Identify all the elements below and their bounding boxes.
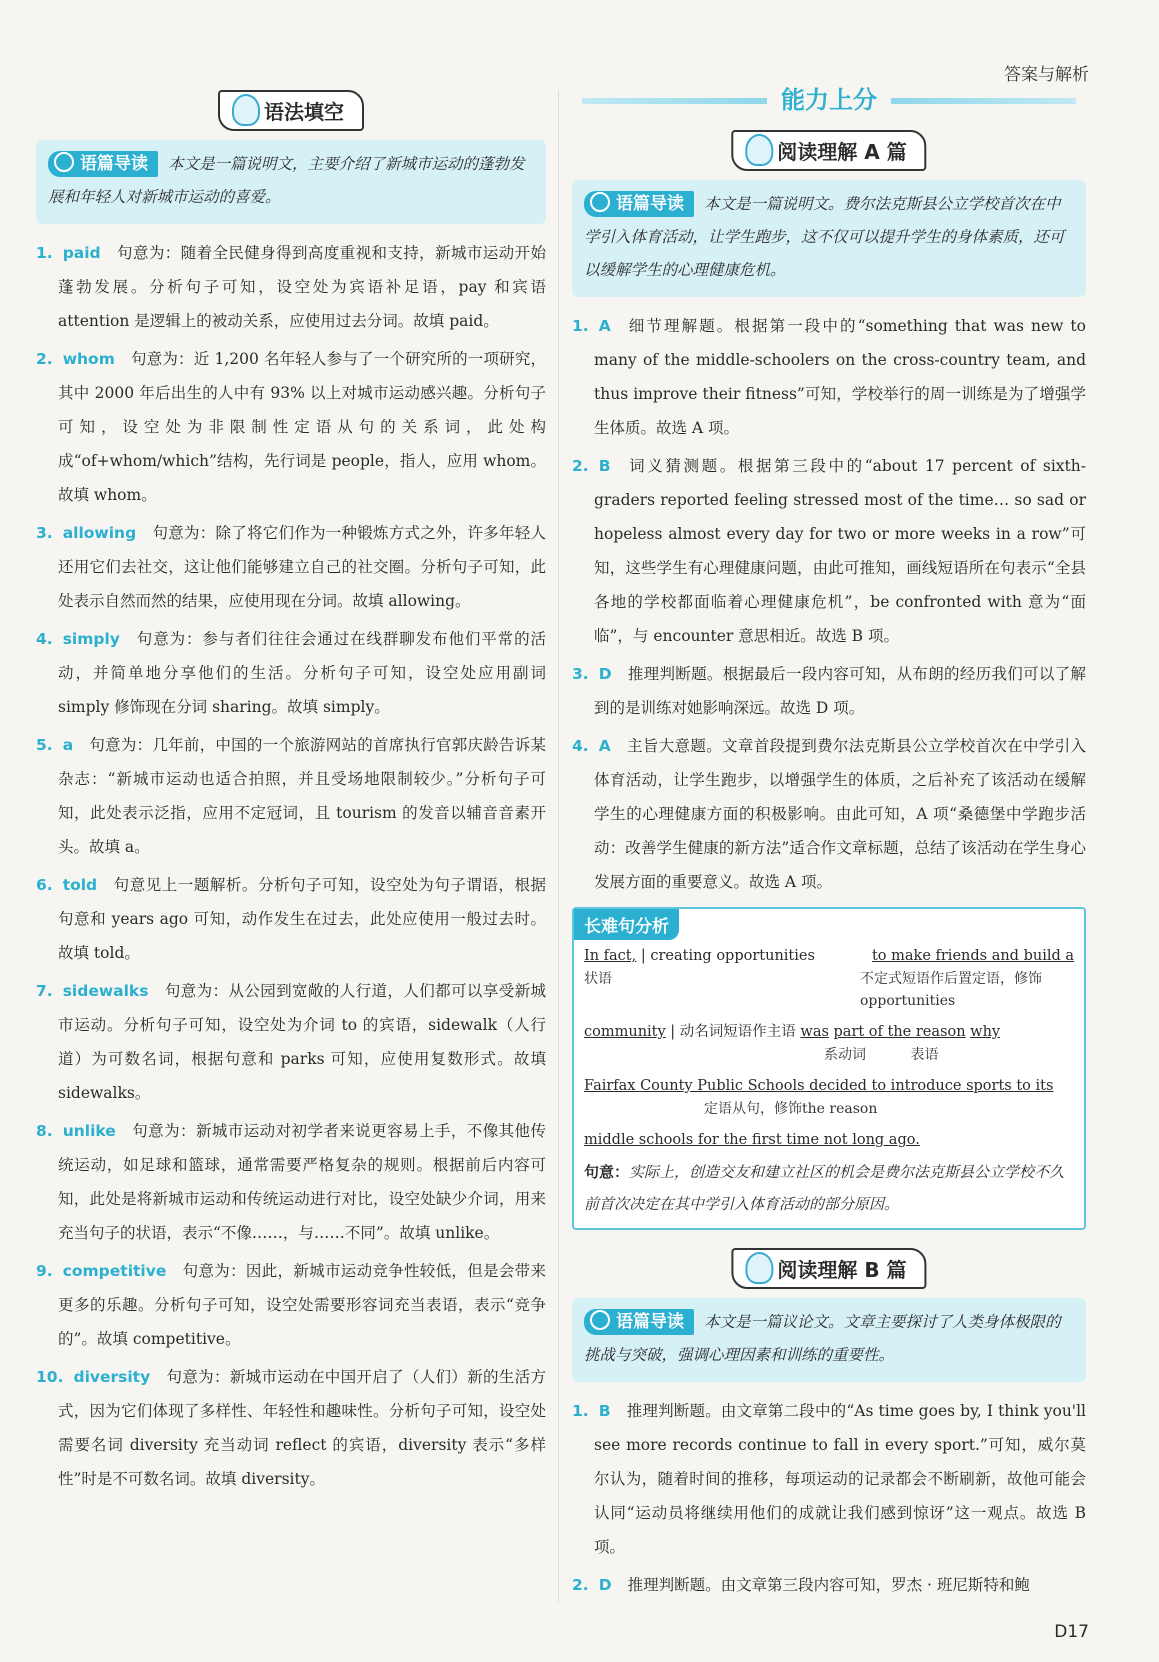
answer-key: A [598, 317, 611, 335]
answer-number: 1. [36, 244, 53, 262]
left-guide [36, 140, 546, 224]
answer-item [36, 728, 546, 864]
answer-explanation: 主旨大意题。文章首段提到费尔法克斯县公立学校首次在中学引入体育活动，让学生跑步，以增强学生的体质，之后补充了该活动在缓解学生的心理健康方面的积极影响。由此可知，A 项“桑德堡中学跑步活动：改善学生健康的新方法”适合作文章标题，总结了该活动在学生身心发展方面的重要意义。故选 A 项。 [594, 737, 1087, 891]
answer-key: B [598, 1402, 611, 1420]
answer-number: 2. [572, 457, 589, 475]
answer-key: whom [62, 350, 115, 368]
answer-key: competitive [62, 1262, 167, 1280]
answer-item [572, 309, 1086, 445]
analysis-line-3: Fairfax County Public Schools decided to introduce sports to its [584, 1078, 1054, 1094]
reading-a-guide [572, 180, 1086, 297]
analysis-head: 长难句分析 [574, 909, 679, 940]
answer-item [572, 449, 1086, 653]
answer-number: 9. [36, 1262, 53, 1280]
analysis-line-2: community | 动名词短语作主语 was part of the reason why [584, 1024, 1001, 1040]
answer-number: 10. [36, 1368, 64, 1386]
answer-number: 4. [36, 630, 53, 648]
answer-item [36, 516, 546, 618]
answer-explanation: 句意见上一题解析。分析句子可知，设空处为句子谓语，根据句意和 years ago 可知，动作发生在过去，此处应使用一般过去时。故填 told。 [58, 876, 546, 962]
answer-number: 4. [572, 737, 589, 755]
lightbulb-icon [745, 134, 773, 166]
answer-explanation: 句意为：随着全民健身得到高度重视和支持，新城市运动开始蓬勃发展。分析句子可知，设空处为宾语补足语，pay 和宾语 attention 是逻辑上的被动关系，应使用过去分词。故填 paid。 [58, 244, 546, 330]
reading-a-banner [572, 126, 1086, 172]
answer-key: unlike [62, 1122, 116, 1140]
header-title: 答案与解析 [1004, 65, 1089, 85]
reading-b-answer-list [572, 1394, 1086, 1602]
reading-b-guide [572, 1298, 1086, 1382]
ability-section-title: 能力上分 [767, 80, 891, 115]
answer-item [572, 1394, 1086, 1564]
answer-explanation: 细节理解题。根据第一段中的“something that was new to many of the middle-schoolers on the cross-country team, and thus improve their fitness”可知，学校举行的周一训练是为了增强学生体质。故选 A 项。 [594, 317, 1086, 437]
answer-item [572, 1568, 1086, 1602]
answer-key: a [62, 736, 74, 754]
answer-explanation: 推理判断题。根据最后一段内容可知，从布朗的经历我们可以了解到的是训练对她影响深远。故选 D 项。 [594, 665, 1086, 717]
grammar-section-title: 语法填空 [218, 90, 364, 131]
answer-key: D [598, 1576, 612, 1594]
reading-b-banner [572, 1244, 1086, 1290]
answer-item [36, 1254, 546, 1356]
answer-explanation: 句意为：几年前，中国的一个旅游网站的首席执行官郭庆龄告诉某杂志：“新城市运动也适合拍照，并且受场地限制较少。”分析句子可知，此处表示泛指，应用不定冠词，且 tourism 的发音以辅音音素开头。故填 a。 [58, 736, 546, 856]
reading-a-title: 阅读理解 A 篇 [731, 130, 926, 171]
answer-number: 2. [36, 350, 53, 368]
answer-number: 1. [572, 317, 589, 335]
column-divider [558, 90, 559, 1602]
guide-tag: 语篇导读 [48, 151, 158, 177]
guide-text: 本文是一篇议论文。文章主要探讨了人类身体极限的挑战与突破，强调心理因素和训练的重要性。 [584, 1313, 1061, 1364]
answer-item [572, 729, 1086, 899]
guide-tag: 语篇导读 [584, 191, 694, 217]
analysis-line-1: In fact, | creating opportunities to make friends and build a [584, 948, 1074, 964]
answer-number: 6. [36, 876, 53, 894]
answer-item [36, 868, 546, 970]
answer-item [36, 236, 546, 338]
guide-text: 本文是一篇说明文，主要介绍了新城市运动的蓬勃发展和年轻人对新城市运动的喜爱。 [48, 155, 525, 206]
answer-item [36, 622, 546, 724]
answer-number: 8. [36, 1122, 53, 1140]
answer-key: D [598, 665, 612, 683]
reading-b-title: 阅读理解 B 篇 [731, 1248, 926, 1289]
analysis-translation: 句意：实际上，创造交友和建立社区的机会是费尔法克斯县公立学校不久前首次决定在其中学引入体育活动的部分原因。 [584, 1163, 1065, 1213]
answer-key: diversity [73, 1368, 151, 1386]
answer-number: 1. [572, 1402, 589, 1420]
answer-key: told [62, 876, 98, 894]
answer-number: 2. [572, 1576, 589, 1594]
answer-number: 3. [36, 524, 53, 542]
analysis-line-4: middle schools for the first time not long ago. [584, 1132, 920, 1148]
grammar-answer-list [36, 236, 546, 1496]
answer-item [36, 1114, 546, 1250]
guide-text: 本文是一篇说明文。费尔法克斯县公立学校首次在中学引入体育活动，让学生跑步，这不仅可以提升学生的身体素质，还可以缓解学生的心理健康危机。 [584, 195, 1065, 279]
reading-a-answer-list [572, 309, 1086, 899]
analysis-note-2: 系动词 表语 [824, 1047, 939, 1063]
answer-key: simply [62, 630, 120, 648]
right-column [572, 80, 1086, 1606]
answer-key: paid [62, 244, 101, 262]
answer-explanation: 句意为：参与者们往往会通过在线群聊发布他们平常的活动，并简单地分享他们的生活。分析句子可知，设空处应用副词 simply 修饰现在分词 sharing。故填 simply。 [58, 630, 546, 716]
answer-explanation: 句意为：新城市运动对初学者来说更容易上手，不像其他传统运动，如足球和篮球，通常需要严格复杂的规则。根据前后内容可知，此处是将新城市运动和传统运动进行对比，设空处缺少介词，用来充当句子的状语，表示“不像……，与……不同”。故填 unlike。 [58, 1122, 546, 1242]
grammar-section-banner [36, 86, 546, 132]
answer-item [36, 1360, 546, 1496]
answer-item [36, 974, 546, 1110]
answer-explanation: 句意为：新城市运动在中国开启了（人们）新的生活方式，因为它们体现了多样性、年轻性和趣味性。分析句子可知，设空处需要名词 diversity 充当动词 reflect 的宾语，diversity 表示“多样性”时是不可数名词。故填 diversity。 [58, 1368, 546, 1488]
answer-explanation: 推理判断题。由文章第二段中的“As time goes by, I think you'll see more records continue to fall in every sport.”可知，威尔莫尔认为，随着时间的推移，每项运动的记录都会不断刷新，故他可能会认同“运动员将继续用他们的成就让我们感到惊讶”这一观点。故选 B 项。 [594, 1402, 1086, 1556]
answer-explanation: 句意为：近 1,200 名年轻人参与了一个研究所的一项研究，其中 2000 年后出生的人中有 93% 以上对城市运动感兴趣。分析句子可知，设空处为非限制性定语从句的关系词，此处构成“of+whom/which”结构，先行词是 people，指人，应用 whom。故填 whom。 [58, 350, 546, 504]
lightbulb-icon [745, 1252, 773, 1284]
answer-key: A [598, 737, 611, 755]
answer-number: 5. [36, 736, 53, 754]
answer-explanation: 句意为：除了将它们作为一种锻炼方式之外，许多年轻人还用它们去社交，这让他们能够建立自己的社交圈。分析句子可知，此处表示自然而然的结果，应使用现在分词。故填 allowing。 [58, 524, 546, 610]
answer-number: 7. [36, 982, 53, 1000]
analysis-note-1: 状语 不定式短语作后置定语，修饰 opportunities [584, 971, 1042, 1009]
analysis-note-3: 定语从句，修饰the reason [704, 1101, 878, 1117]
answer-item [36, 342, 546, 512]
answer-explanation: 句意为：从公园到宽敞的人行道，人们都可以享受新城市运动。分析句子可知，设空处为介词 to 的宾语，sidewalk（人行道）为可数名词，根据句意和 parks 可知，应使用复数形式。故填 sidewalks。 [58, 982, 546, 1102]
lightbulb-icon [232, 94, 260, 126]
answer-item [572, 657, 1086, 725]
answer-key: sidewalks [62, 982, 149, 1000]
page-number: D17 [1054, 1622, 1089, 1642]
answer-explanation: 句意为：因此，新城市运动竞争性较低，但是会带来更多的乐趣。分析句子可知，设空处需要形容词充当表语，表示“竞争的”。故填 competitive。 [58, 1262, 546, 1348]
guide-icon [590, 1310, 610, 1330]
answer-explanation: 词义猜测题。根据第三段中的“about 17 percent of sixth-graders reported feeling stressed most of the time… so sad or hopeless almost every day for two or more weeks in a row”可知，这些学生有心理健康问题，由此可推知，画线短语所在句表示“全县各地的学校都面临着心理健康危机”，be confronted with 意为“面临”，与 encounter 意思相近。故选 B 项。 [594, 457, 1086, 645]
ability-section-heading [572, 80, 1086, 120]
answer-number: 3. [572, 665, 589, 683]
answer-key: allowing [62, 524, 137, 542]
sentence-analysis-box [572, 907, 1086, 1230]
guide-icon [54, 152, 74, 172]
guide-icon [590, 192, 610, 212]
guide-tag: 语篇导读 [584, 1309, 694, 1335]
left-column [36, 80, 546, 1500]
answer-key: B [598, 457, 611, 475]
answer-explanation: 推理判断题。由文章第三段内容可知，罗杰 · 班尼斯特和鲍 [627, 1576, 1030, 1594]
